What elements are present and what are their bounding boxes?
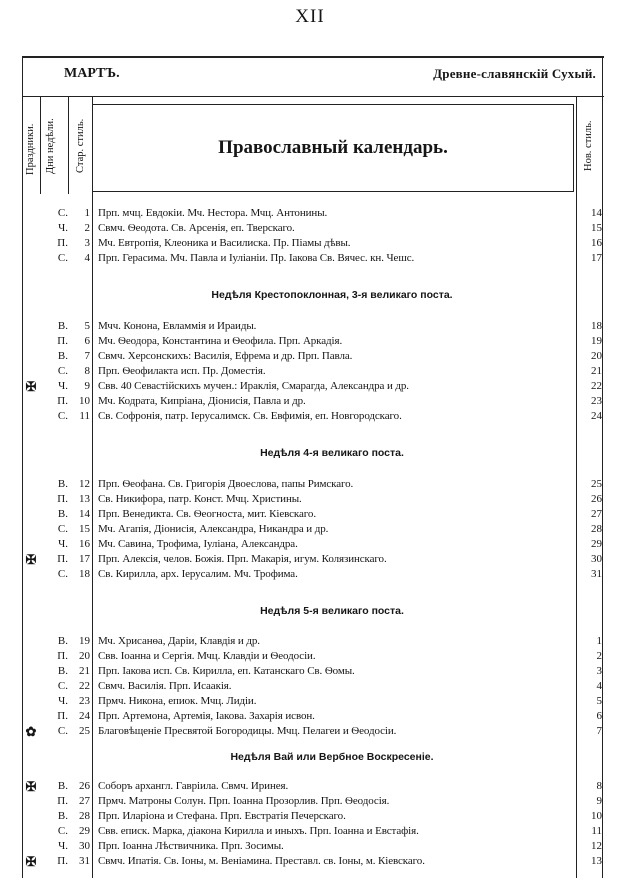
calendar-row [22,724,604,739]
calendar-row [22,409,604,424]
new-style-day: 22 [591,380,602,392]
saints-text: Прп. Ѳеофана. Св. Григорія Двоеслова, папы Римскаго. [98,478,354,490]
weekday: Ч. [58,695,68,707]
old-style-day: 24 [79,710,90,722]
new-style-day: 27 [591,508,602,520]
new-style-day: 14 [591,207,602,219]
new-style-day: 4 [596,680,602,692]
weekday: П. [57,335,68,347]
weekday: П. [57,553,68,565]
sunday-heading: Недѣля 4-я великаго поста. [260,447,404,459]
weekday: С. [57,523,68,535]
frame-left-rule [22,56,23,878]
weekday: В. [57,320,68,332]
new-style-day: 9 [596,795,602,807]
saints-text: Свмч. Херсонскихъ: Василія, Ефрема и др. Прп. Павла. [98,350,353,362]
saints-text: Прп. Ѳеофилакта исп. Пр. Доместія. [98,365,266,377]
calendar-row [22,794,604,809]
title-box [92,104,574,192]
new-style-day: 3 [596,665,602,677]
old-style-day: 6 [84,335,90,347]
calendar-row [22,839,604,854]
old-style-day: 31 [79,855,90,867]
saints-text: Мч. Агапія, Діонисія, Александра, Никандра и др. [98,523,329,535]
new-style-day: 23 [591,395,602,407]
calendar-row [22,694,604,709]
weekday: Ч. [58,840,68,852]
saints-text: Прп. Герасима. Мч. Павла и Іуліаніи. Пр. Іакова Св. Вячес. кн. Чешс. [98,252,415,264]
old-style-day: 28 [79,810,90,822]
new-style-day: 25 [591,478,602,490]
page-folio: XII [295,6,325,27]
old-style-day: 17 [79,553,90,565]
new-style-day: 10 [591,810,602,822]
saints-text: Прп. Іоанна Лѣствичника. Прп. Зосимы. [98,840,284,852]
old-style-day: 5 [84,320,90,332]
weekday: В. [57,478,68,490]
new-style-day: 6 [596,710,602,722]
holidays-column-label: Праздники. [25,123,36,175]
calendar-row [22,634,604,649]
sunday-heading: Недѣля 5-я великаго поста. [260,605,404,617]
saints-text: Мч. Ѳеодора, Константина и Ѳеофила. Прп. Аркадія. [98,335,343,347]
column-rule [68,96,69,194]
holiday-mark: ✠ [25,779,37,794]
saints-text: Прп. Иларіона и Стефана. Прп. Евстратія Печерскаго. [98,810,346,822]
old-style-day: 27 [79,795,90,807]
old-style-day: 12 [79,478,90,490]
holiday-mark: ✠ [25,854,37,869]
top-rule [22,56,604,58]
new-style-day: 18 [591,320,602,332]
old-style-day: 8 [84,365,90,377]
holiday-mark: ✠ [25,552,37,567]
calendar-row [22,809,604,824]
saints-text: Мч. Савина, Трофима, Іуліана, Александра. [98,538,298,550]
new-style-day: 11 [591,825,602,837]
old-style-day: 25 [79,725,90,737]
old-style-day: 13 [79,493,90,505]
new-style-day: 13 [591,855,602,867]
weekday: С. [57,365,68,377]
saints-text: Св. Кирилла, арх. Іерусалим. Мч. Трофима. [98,568,298,580]
calendar-frame [22,56,604,878]
weekday: Ч. [58,538,68,550]
old-style-day: 19 [79,635,90,647]
saints-text: Прмч. Матроны Солун. Прп. Іоанна Прозорлив. Прп. Ѳеодосія. [98,795,390,807]
saints-text: Прп. Артемона, Артемія, Іакова. Захарія исвон. [98,710,315,722]
calendar-row [22,522,604,537]
weekday: В. [57,665,68,677]
old-style-column-label: Стар. стиль. [75,118,86,174]
calendar-row [22,492,604,507]
weekday-column-label: Дни недѣли. [45,118,56,174]
new-style-day: 7 [596,725,602,737]
saints-text: Свв. 40 Севастійскихъ мучен.: Ираклія, Смарагда, Александра и др. [98,380,409,392]
column-rule [40,96,41,194]
weekday: В. [57,350,68,362]
calendar-row [22,379,604,394]
weekday: С. [57,410,68,422]
old-style-day: 30 [79,840,90,852]
weekday: С. [57,252,68,264]
weekday: В. [57,780,68,792]
weekday: С. [57,207,68,219]
holiday-mark: ✠ [25,379,37,394]
calendar-row [22,394,604,409]
weekday: В. [57,810,68,822]
weekday: Ч. [58,380,68,392]
saints-text: Св. Никифора, патр. Конст. Мчц. Христины. [98,493,302,505]
saints-text: Прмч. Никона, епиок. Мчц. Лидіи. [98,695,257,707]
old-style-day: 22 [79,680,90,692]
saints-text: Свмч. Ѳеодота. Св. Арсенія, еп. Тверскаго. [98,222,295,234]
new-style-day: 2 [596,650,602,662]
new-style-day: 1 [596,635,602,647]
new-style-day: 16 [591,237,602,249]
old-style-day: 7 [84,350,90,362]
old-style-day: 2 [84,222,90,234]
weekday: П. [57,237,68,249]
holiday-mark: ✿ [25,724,37,739]
calendar-row [22,319,604,334]
calendar-row [22,779,604,794]
new-style-day: 28 [591,523,602,535]
weekday: С. [57,680,68,692]
saints-text: Мч. Хрисанѳа, Даріи, Клавдія и др. [98,635,260,647]
old-style-day: 14 [79,508,90,520]
calendar-row [22,364,604,379]
weekday: П. [57,795,68,807]
calendar-row [22,349,604,364]
header-rule [22,96,604,97]
new-style-day: 29 [591,538,602,550]
weekday: П. [57,395,68,407]
page-title: Православный календарь. [218,137,448,158]
saints-text: Прп. мчц. Евдокіи. Мч. Нестора. Мчц. Антонины. [98,207,328,219]
weekday: С. [57,825,68,837]
frame-right-rule [602,56,603,878]
weekday: П. [57,710,68,722]
sunday-heading: Недѣля Вай или Вербное Воскресеніе. [230,751,434,763]
new-style-day: 24 [591,410,602,422]
old-style-day: 18 [79,568,90,580]
weekday: П. [57,855,68,867]
new-style-day: 15 [591,222,602,234]
saints-text: Свв. еписк. Марка, діакона Кирилла и иныхъ. Прп. Іоанна и Евстафія. [98,825,419,837]
old-style-day: 1 [84,207,90,219]
saints-text: Св. Софронія, патр. Іерусалимск. Св. Евфимія, еп. Новгородскаго. [98,410,402,422]
saints-text: Прп. Венедикта. Св. Ѳеогноста, мит. Кіевскаго. [98,508,316,520]
old-style-day: 23 [79,695,90,707]
calendar-row [22,854,604,869]
new-style-day: 30 [591,553,602,565]
calendar-row [22,537,604,552]
old-style-day: 10 [79,395,90,407]
calendar-row [22,221,604,236]
new-style-day: 21 [591,365,602,377]
style-heading: Древне-славянскій Сухый. [433,66,596,81]
calendar-row [22,664,604,679]
calendar-row [22,552,604,567]
weekday: Ч. [58,222,68,234]
old-style-day: 16 [79,538,90,550]
weekday: П. [57,650,68,662]
weekday: В. [57,635,68,647]
new-style-day: 12 [591,840,602,852]
calendar-row [22,824,604,839]
calendar-row [22,236,604,251]
sunday-heading: Недѣля Крестопоклонная, 3-я великаго поста. [211,289,453,301]
calendar-row [22,206,604,221]
new-style-day: 20 [591,350,602,362]
saints-text: Мч. Евтропія, Клеоника и Василиска. Пр. Піамы дѣвы. [98,237,351,249]
new-style-day: 26 [591,493,602,505]
old-style-day: 20 [79,650,90,662]
old-style-day: 4 [84,252,90,264]
calendar-row [22,679,604,694]
old-style-day: 9 [84,380,90,392]
old-style-day: 15 [79,523,90,535]
new-style-day: 17 [591,252,602,264]
weekday: П. [57,493,68,505]
calendar-row [22,251,604,266]
month-heading: МАРТЪ. [64,66,120,81]
old-style-day: 26 [79,780,90,792]
old-style-day: 21 [79,665,90,677]
new-style-day: 19 [591,335,602,347]
calendar-row [22,507,604,522]
old-style-day: 11 [79,410,90,422]
saints-text: Свмч. Василія. Прп. Исаакія. [98,680,232,692]
saints-text: Мчч. Конона, Евламмія и Ираиды. [98,320,257,332]
saints-text: Прп. Алексія, челов. Божія. Прп. Макарія, игум. Колязинскаго. [98,553,387,565]
new-style-day: 5 [596,695,602,707]
saints-text: Благовѣщеніе Пресвятой Богородицы. Мчц. Пелагеи и Ѳеодосіи. [98,725,397,737]
calendar-row [22,334,604,349]
saints-text: Прп. Іакова исп. Св. Кирилла, еп. Катанскаго Св. Ѳомы. [98,665,355,677]
old-style-day: 3 [84,237,90,249]
calendar-row [22,567,604,582]
new-style-column-label: Нов. стиль. [583,120,594,172]
calendar-row [22,649,604,664]
calendar-row [22,477,604,492]
saints-text: Соборъ архангл. Гавріила. Свмч. Иринея. [98,780,289,792]
old-style-day: 29 [79,825,90,837]
new-style-day: 31 [591,568,602,580]
saints-text: Мч. Кодрата, Кипріана, Діонисія, Павла и др. [98,395,306,407]
weekday: С. [57,568,68,580]
saints-text: Свв. Іоанна и Сергія. Мчц. Клавдіи и Ѳеодосіи. [98,650,316,662]
calendar-row [22,709,604,724]
saints-text: Свмч. Ипатія. Св. Іоны, м. Веніамина. Преставл. св. Іоны, м. Кіевскаго. [98,855,425,867]
weekday: С. [57,725,68,737]
weekday: В. [57,508,68,520]
new-style-day: 8 [596,780,602,792]
